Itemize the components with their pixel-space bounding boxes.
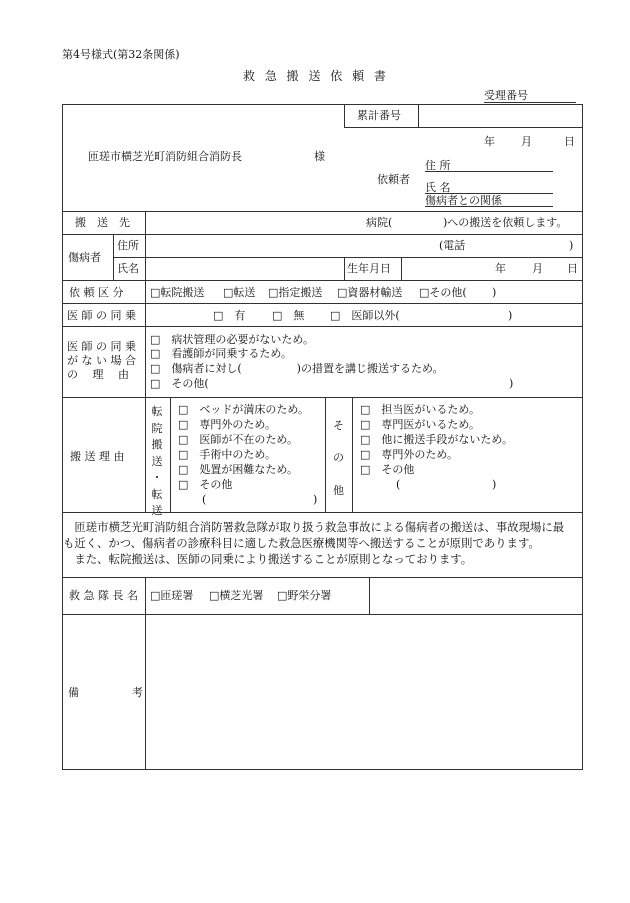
- other-reason-3[interactable]: □ 他に搬送手段がないため。: [360, 433, 513, 446]
- patient-birth-month: 月: [532, 262, 543, 275]
- no-doctor-label-line1: 医 師 の 同 乗: [67, 340, 136, 353]
- captain-name-field[interactable]: [371, 579, 580, 612]
- date-year: 年: [484, 135, 495, 148]
- request-type-label: 依 頼 区 分: [69, 286, 124, 299]
- transport-hospital-prefix: 病院(: [366, 216, 393, 229]
- notice-line-3: また、転院搬送は、医師の同乗により搬送することが原則となっております。: [63, 552, 473, 566]
- notice-line-1: 匝瑳市横芝光町消防組合消防署救急隊が取り扱う救急事故による傷病者の搬送は、事故現場に最: [63, 520, 565, 534]
- transfer-other-close: ): [313, 493, 318, 506]
- receipt-number-label: 受理番号: [484, 90, 576, 103]
- captain-option-sosa[interactable]: □匝瑳署: [150, 589, 194, 602]
- patient-address-label: 住所: [117, 239, 139, 252]
- no-doctor-label-line2: が な い 場 合: [67, 354, 136, 367]
- captain-option-yokoshibahikari[interactable]: □横芝光署: [209, 589, 264, 602]
- transport-hospital-field[interactable]: [400, 214, 442, 230]
- requester-name-label: 氏 名: [425, 181, 451, 194]
- requester-name-field[interactable]: [425, 182, 553, 194]
- patient-phone-close: ): [569, 239, 574, 252]
- date-month: 月: [521, 135, 532, 148]
- captain-option-nosaka[interactable]: □野栄分署: [277, 589, 332, 602]
- patient-birth-label: 生年月日: [347, 262, 391, 275]
- other-vertical-char-2: の: [333, 451, 344, 464]
- no-doctor-label-line3: の 理 由: [67, 368, 129, 381]
- form-number: 第4号様式(第32条関係): [62, 48, 180, 61]
- date-day: 日: [564, 135, 575, 148]
- other-reason-5[interactable]: □ その他: [360, 463, 415, 476]
- transfer-reason-6[interactable]: □ その他: [178, 478, 233, 491]
- transfer-reason-5[interactable]: □ 処置が困難なため。: [178, 463, 298, 476]
- transfer-vertical-label: 転 院 搬 送 ・ 転 送: [151, 405, 163, 517]
- doctor-other-close: ): [508, 309, 513, 322]
- requester-relation-field[interactable]: [425, 195, 553, 207]
- patient-name-label: 氏名: [117, 262, 139, 275]
- request-option-relay[interactable]: □転送: [223, 286, 256, 299]
- transfer-reason-2[interactable]: □ 専門外のため。: [178, 418, 276, 431]
- other-vertical-char-1: そ: [333, 419, 344, 432]
- no-doctor-reason-3[interactable]: □ 傷病者に対し( )の措置を講じ搬送するため。: [150, 362, 444, 375]
- no-doctor-reason-2[interactable]: □ 看護師が同乗するため。: [150, 347, 292, 360]
- request-option-equipment[interactable]: □資器材輸送: [337, 286, 403, 299]
- transport-reason-label: 搬 送 理 由: [70, 450, 125, 463]
- captain-label: 救 急 隊 長 名: [69, 589, 138, 602]
- requester-relation-label: 傷病者との関係: [425, 194, 502, 207]
- patient-birth-year: 年: [495, 262, 506, 275]
- transport-destination-suffix: )への搬送を依頼します。: [443, 216, 568, 229]
- transfer-other-open: (: [202, 493, 207, 506]
- other-reason-1[interactable]: □ 担当医がいるため。: [360, 403, 480, 416]
- transfer-reason-3[interactable]: □ 医師が不在のため。: [178, 433, 298, 446]
- no-doctor-reason-close: ): [509, 377, 514, 390]
- form-title: 救 急 搬 送 依 頼 書: [243, 69, 389, 83]
- transfer-other-field[interactable]: [210, 491, 310, 507]
- cumulative-number-label: 累計番号: [357, 109, 401, 122]
- cumulative-number-field[interactable]: [420, 106, 580, 124]
- requester-address-label: 住 所: [425, 159, 451, 172]
- patient-birth-day: 日: [567, 262, 578, 275]
- remarks-label-char-2: 考: [132, 686, 143, 699]
- requester-label: 依頼者: [377, 173, 410, 186]
- no-doctor-reason-1[interactable]: □ 病状管理の必要がないため。: [150, 333, 314, 346]
- other-vertical-char-3: 他: [333, 484, 344, 497]
- transfer-reason-4[interactable]: □ 手術中のため。: [178, 448, 276, 461]
- other-reason-close: ): [492, 478, 497, 491]
- requester-address-field[interactable]: [425, 160, 553, 172]
- other-reason-field[interactable]: [404, 476, 488, 492]
- patient-name-field[interactable]: [148, 260, 340, 277]
- other-reason-4[interactable]: □ 専門外のため。: [360, 448, 458, 461]
- no-doctor-reason-4[interactable]: □ その他(: [150, 377, 209, 390]
- addressee-honorific: 様: [314, 150, 325, 163]
- patient-label: 傷病者: [68, 251, 101, 264]
- request-option-other[interactable]: □その他(: [419, 286, 467, 299]
- other-reason-open: (: [396, 478, 401, 491]
- transfer-reason-1[interactable]: □ ベッドが満床のため。: [178, 403, 309, 416]
- notice-line-2: も近く、かつ、傷病者の診療科目に適した救急医療機関等へ搬送することが原則であります。: [63, 536, 540, 550]
- remarks-label-char-1: 備: [68, 686, 79, 699]
- transport-destination-label: 搬 送 先: [75, 216, 130, 229]
- doctor-option-no[interactable]: □ 無: [272, 309, 305, 322]
- request-option-designated[interactable]: □指定搬送: [268, 286, 323, 299]
- patient-phone-open: (電話: [439, 239, 466, 252]
- remarks-field[interactable]: [147, 616, 580, 767]
- addressee-name: 匝瑳市横芝光町消防組合消防長: [88, 150, 242, 163]
- doctor-label: 医 師 の 同 乗: [67, 309, 136, 322]
- request-option-other-close: ): [492, 286, 497, 299]
- patient-phone-field[interactable]: [480, 237, 565, 254]
- request-option-transfer[interactable]: □転院搬送: [150, 286, 205, 299]
- doctor-option-yes[interactable]: □ 有: [213, 309, 246, 322]
- patient-address-field[interactable]: [148, 237, 428, 254]
- other-reason-2[interactable]: □ 専門医がいるため。: [360, 418, 480, 431]
- doctor-option-other[interactable]: □ 医師以外(: [330, 309, 400, 322]
